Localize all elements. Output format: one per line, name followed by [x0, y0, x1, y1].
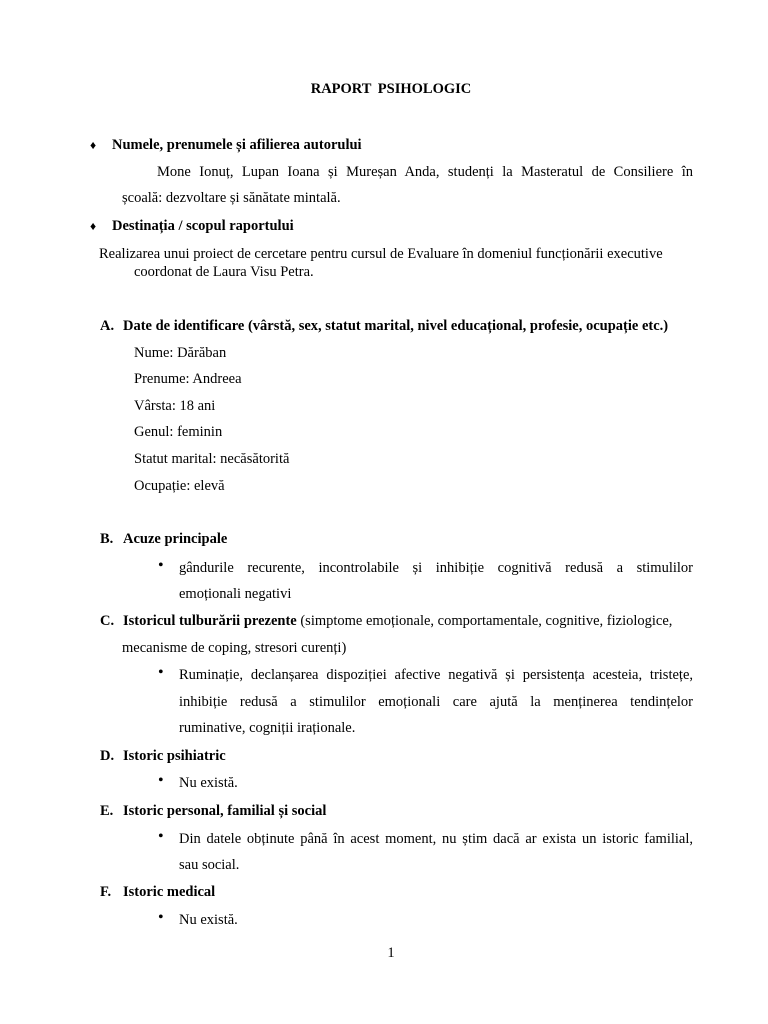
diamond-bullet-icon: ♦	[90, 138, 97, 152]
author-text-line1: Mone Ionuț, Lupan Ioana și Mureșan Anda, studenți la Masteratul de Consiliere în	[157, 164, 693, 180]
field-genul: Genul: feminin	[134, 424, 223, 440]
field-ocupatie: Ocupație: elevă	[134, 478, 225, 494]
section-e-text-line1: Din datele obținute până în acest moment, nu știm dacă ar exista un istoric familial,	[179, 831, 693, 847]
section-c-text-line1: Ruminație, declanșarea dispoziției afective negativă și persistența acesteia, tristețe,	[179, 667, 693, 683]
section-c-heading: C. Istoricul tulburării prezente (simptome emoționale, comportamentale, cognitive, fiziologice,	[100, 613, 673, 629]
field-statut-marital: Statut marital: necăsătorită	[134, 451, 290, 467]
section-b-heading: B. Acuze principale	[100, 531, 228, 547]
section-a-heading: A. Date de identificare (vârstă, sex, statut marital, nivel educațional, profesie, ocupație etc.)	[100, 318, 669, 334]
bullet-dot-icon: •	[158, 772, 164, 789]
field-varsta: Vârsta: 18 ani	[134, 398, 216, 414]
purpose-heading: ♦ Destinația / scopul raportului	[90, 218, 294, 234]
section-c-text-line3: ruminative, cogniții iraționale.	[179, 720, 356, 736]
section-e-text-line2: sau social.	[179, 857, 240, 873]
bullet-dot-icon: •	[158, 557, 164, 574]
section-b-text-line2: emoționali negativi	[179, 586, 292, 602]
section-d-heading: D. Istoric psihiatric	[100, 748, 226, 764]
page-number: 1	[387, 945, 395, 961]
section-b-text-line1: gândurile recurente, incontrolabile și inhibiție cognitivă redusă a stimulilor	[179, 560, 693, 576]
purpose-text-line2: coordonat de Laura Visu Petra.	[134, 264, 314, 280]
author-heading: ♦ Numele, prenumele și afilierea autorului	[90, 137, 362, 153]
section-e-heading: E. Istoric personal, familial și social	[100, 803, 327, 819]
field-prenume: Prenume: Andreea	[134, 371, 242, 387]
field-nume: Nume: Dărăban	[134, 345, 227, 361]
section-d-text: Nu există.	[179, 775, 238, 791]
author-text-line2: școală: dezvoltare și sănătate mintală.	[122, 190, 341, 206]
diamond-bullet-icon: ♦	[90, 219, 97, 233]
section-f-heading: F. Istoric medical	[100, 884, 216, 900]
bullet-dot-icon: •	[158, 909, 164, 926]
bullet-dot-icon: •	[158, 828, 164, 845]
purpose-text-line1: Realizarea unui proiect de cercetare pentru cursul de Evaluare în domeniul funcționării executive	[99, 246, 663, 262]
bullet-dot-icon: •	[158, 664, 164, 681]
section-c-text-line2: inhibiție redusă a stimulilor emoționali care ajută la menținerea tendințelor	[179, 694, 693, 710]
report-title: RAPORT PSIHOLOGIC	[310, 81, 472, 97]
section-f-text: Nu există.	[179, 912, 238, 928]
section-c-heading-line2: mecanisme de coping, stresori curenți)	[122, 640, 347, 656]
